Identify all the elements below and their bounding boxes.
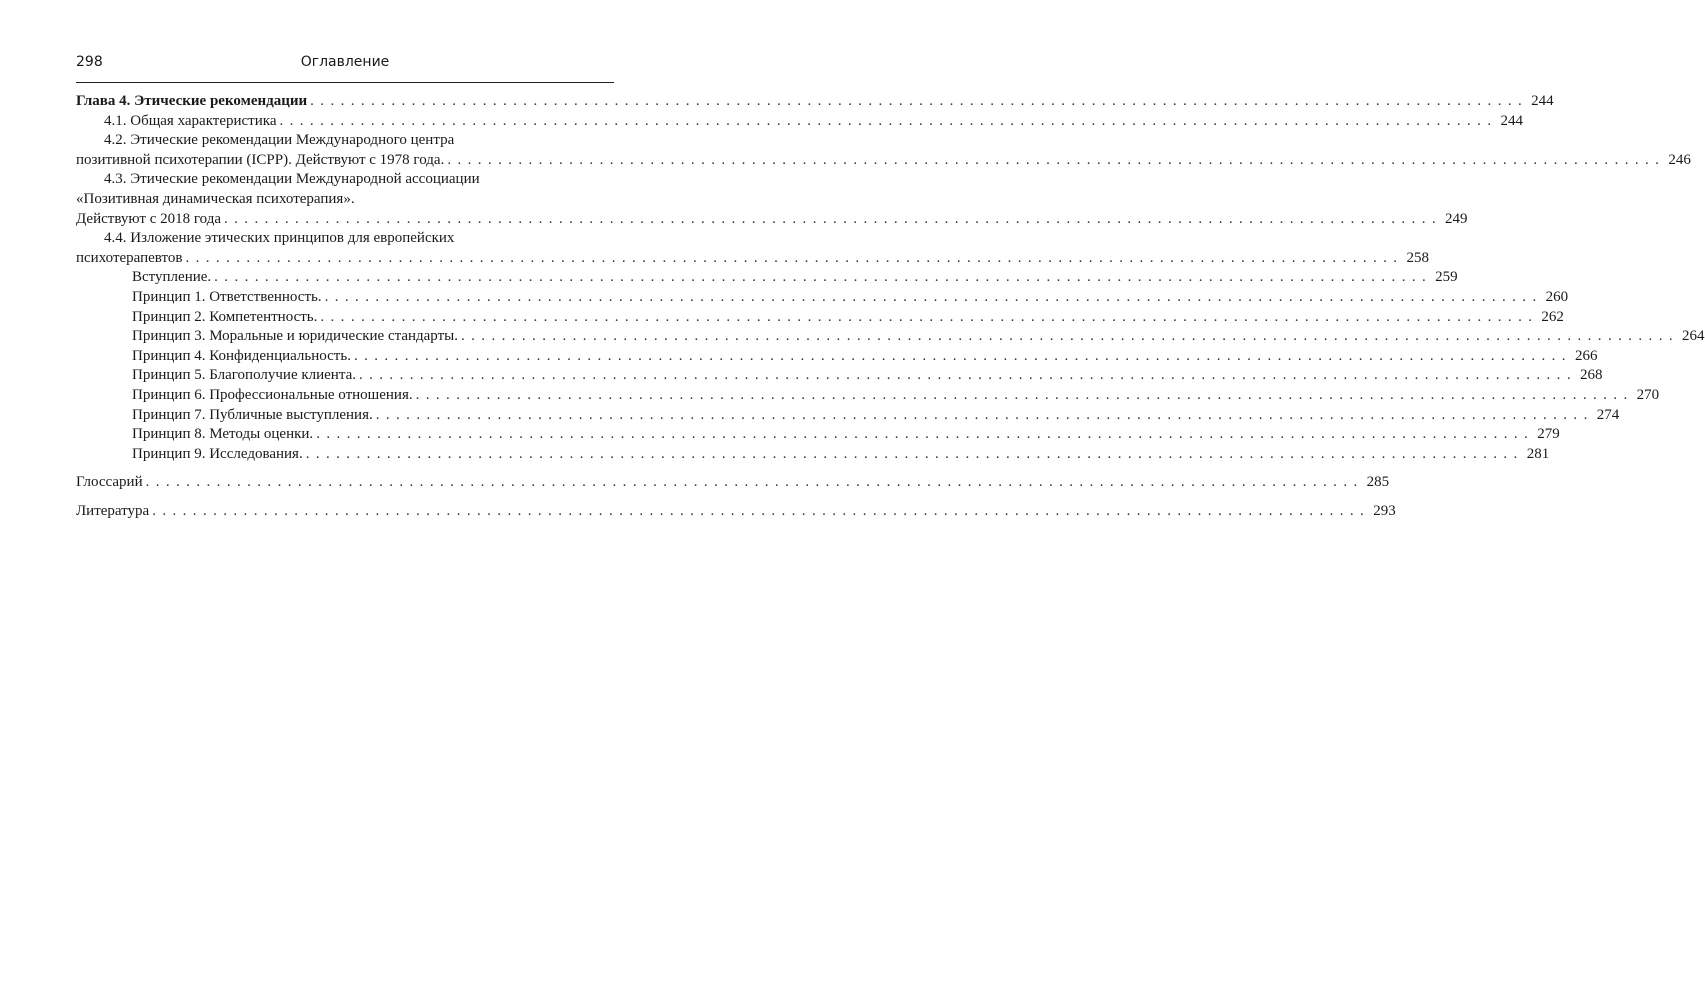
- dot-leader: ........................................................................................................................: [375, 406, 1594, 423]
- toc-entry-page: 262: [1541, 308, 1564, 325]
- toc-entry-title: психотерапевтов: [76, 249, 183, 266]
- dot-leader: ........................................................................................................................: [152, 502, 1371, 519]
- dot-leader: ........................................................................................................................: [353, 347, 1572, 364]
- page-number: 298: [76, 54, 103, 70]
- toc-entry-4-3-line-2: «Позитивная динамическая психотерапия».: [76, 190, 355, 207]
- running-title: Оглавление: [300, 54, 390, 70]
- toc-entry-page: 270: [1636, 386, 1660, 403]
- dot-leader: ........................................................................................................................: [305, 445, 1524, 462]
- dot-leader: ........................................................................................................................: [310, 93, 1529, 109]
- dot-leader: ........................................................................................................................: [214, 269, 1433, 286]
- table-of-contents: [76, 92, 1705, 521]
- toc-entry-introduction: [76, 268, 1458, 288]
- toc-entry-principle-9: [76, 445, 1550, 465]
- toc-entry-page: 246: [1668, 151, 1691, 168]
- toc-entry-4-3: [76, 210, 1468, 230]
- toc-entry-title: Принцип 4. Конфиденциальность.: [132, 347, 351, 364]
- toc-entry-principle-5: [76, 366, 1603, 386]
- toc-entry-title: Принцип 8. Методы оценки.: [132, 426, 314, 443]
- section-gap: [76, 464, 614, 473]
- dot-leader: ........................................................................................................................: [320, 308, 1539, 325]
- toc-entry-page: 293: [1373, 502, 1396, 519]
- toc-entry-page: 244: [1500, 112, 1523, 129]
- dot-leader: ........................................................................................................................: [461, 328, 1679, 345]
- toc-entry-page: 268: [1579, 367, 1603, 384]
- toc-entry-4-1: [76, 112, 1523, 132]
- toc-entry-title: 4.1. Общая характеристика: [104, 112, 277, 129]
- toc-entry-chapter-4: [76, 92, 1554, 112]
- toc-entry-principle-8: [76, 425, 1560, 445]
- toc-entry-title: Принцип 3. Моральные и юридические стандарты.: [132, 328, 458, 345]
- running-head: [76, 54, 614, 76]
- dot-leader: ........................................................................................................................: [358, 367, 1577, 384]
- toc-entry-title: Глоссарий: [76, 474, 143, 491]
- toc-entry-principle-1: [76, 288, 1569, 308]
- toc-entry-title: Принцип 6. Профессиональные отношения.: [132, 386, 413, 403]
- toc-entry-page: 279: [1537, 426, 1560, 443]
- toc-entry-title: Литература: [76, 502, 150, 519]
- toc-entry-page: 249: [1445, 210, 1468, 227]
- toc-entry-title: Принцип 5. Благополучие клиента.: [132, 367, 356, 384]
- toc-entry-page: 266: [1574, 347, 1598, 364]
- toc-entry-4-2-line-1: 4.2. Этические рекомендации Международного центра: [104, 132, 455, 149]
- dot-leader: ........................................................................................................................: [185, 249, 1404, 266]
- dot-leader: ........................................................................................................................: [316, 426, 1535, 443]
- dot-leader: ........................................................................................................................: [415, 386, 1634, 403]
- dot-leader: ........................................................................................................................: [145, 474, 1364, 491]
- toc-entry-title: Глава 4. Этические рекомендации: [76, 93, 308, 109]
- toc-entry-4-3-line-1: 4.3. Этические рекомендации Международной ассоциации: [104, 171, 480, 188]
- toc-entry-page: 260: [1545, 288, 1569, 305]
- toc-entry-page: 264: [1682, 328, 1705, 345]
- toc-entry-title: Вступление.: [132, 269, 212, 286]
- toc-entry-page: 281: [1526, 445, 1550, 462]
- toc-entry-page: 244: [1531, 93, 1554, 109]
- dot-leader: ........................................................................................................................: [447, 151, 1666, 168]
- toc-entry-title: Принцип 1. Ответственность.: [132, 288, 322, 305]
- toc-entry-principle-4: [76, 347, 1598, 367]
- toc-entry-literature: [76, 502, 1396, 522]
- dot-leader: ........................................................................................................................: [324, 288, 1543, 305]
- toc-entry-page: 259: [1435, 269, 1458, 286]
- toc-entry-page: 285: [1366, 474, 1390, 491]
- toc-entry-title: Действуют с 2018 года: [76, 210, 221, 227]
- toc-entry-page: 274: [1596, 406, 1620, 423]
- toc-entry-principle-2: [76, 308, 1564, 328]
- toc-entry-4-2: [76, 151, 1691, 171]
- toc-entry-title: Принцип 9. Исследования.: [132, 445, 303, 462]
- toc-entry-title: позитивной психотерапии (ICPP). Действуют с 1978 года.: [76, 151, 445, 168]
- dot-leader: ........................................................................................................................: [279, 112, 1498, 129]
- toc-entry-4-4-line-1: 4.4. Изложение этических принципов для европейских: [104, 230, 455, 247]
- toc-entry-page: 258: [1406, 249, 1429, 266]
- toc-entry-title: Принцип 2. Компетентность.: [132, 308, 318, 325]
- header-rule: [76, 82, 614, 83]
- toc-entry-title: Принцип 7. Публичные выступления.: [132, 406, 373, 423]
- toc-entry-principle-7: [76, 406, 1620, 426]
- dot-leader: ........................................................................................................................: [224, 210, 1442, 227]
- section-gap: [76, 493, 614, 502]
- toc-entry-glossary: [76, 473, 1390, 493]
- toc-entry-4-4: [76, 249, 1429, 269]
- toc-entry-principle-3: [76, 327, 1705, 347]
- toc-entry-principle-6: [76, 386, 1660, 406]
